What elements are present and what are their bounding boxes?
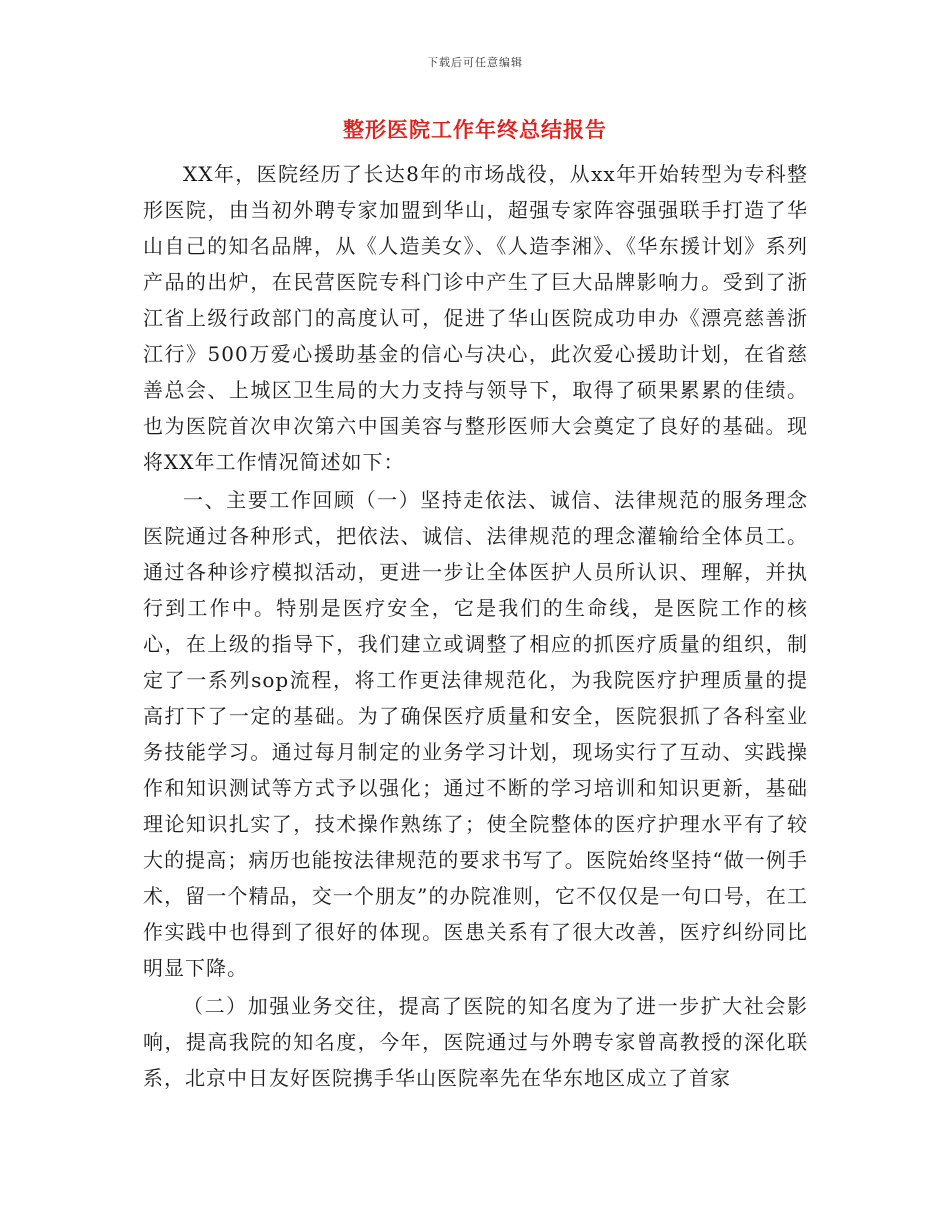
paragraph-3: （二）加强业务交往，提高了医院的知名度为了进一步扩大社会影响，提高我院的知名度，今年，医院通过与外聘专家曾高教授的深化联系，北京中日友好医院携手华山医院率先在华东地区成立了首家 [143, 994, 808, 1090]
header-note: 下载后可任意编辑 [427, 56, 523, 69]
document-body [143, 156, 808, 1096]
paragraph-1: XX年，医院经历了长达8年的市场战役，从xx年开始转型为专科整形医院，由当初外聘专家加盟到华山，超强专家阵容强强联手打造了华山自己的知名品牌，从《人造美女》、《人造李湘》、《华东援计划》系列产品的出炉，在民营医院专科门诊中产生了巨大品牌影响力。受到了浙江省上级行政部门的高度认可，促进了华山医院成功申办《漂亮慈善浙江行》500万爱心援助基金的信心与决心，此次爱心援助计划，在省慈善总会、上城区卫生局的大力支持与领导下，取得了硕果累累的佳绩。也为医院首次申次第六中国美容与整形医师大会奠定了良好的基础。现将XX年工作情况简述如下： [143, 162, 808, 474]
document-title: 整形医院工作年终总结报告 [343, 117, 607, 142]
paragraph-2: 一、主要工作回顾（一）坚持走依法、诚信、法律规范的服务理念医院通过各种形式，把依法、诚信、法律规范的理念灌输给全体员工。通过各种诊疗模拟活动，更进一步让全体医护人员所认识、理解，并执行到工作中。特别是医疗安全，它是我们的生命线，是医院工作的核心，在上级的指导下，我们建立或调整了相应的抓医疗质量的组织，制定了一系列sop流程，将工作更法律规范化，为我院医疗护理质量的提高打下了一定的基础。为了确保医疗质量和安全，医院狠抓了各科室业务技能学习。通过每月制定的业务学习计划，现场实行了互动、实践操作和知识测试等方式予以强化；通过不断的学习培训和知识更新，基础理论知识扎实了，技术操作熟练了；使全院整体的医疗护理水平有了较大的提高；病历也能按法律规范的要求书写了。医院始终坚持“做一例手术，留一个精品，交一个朋友”的办院准则，它不仅仅是一句口号，在工作实践中也得到了很好的体现。医患关系有了很大改善，医疗纠纷同比明显下降。 [143, 488, 808, 980]
